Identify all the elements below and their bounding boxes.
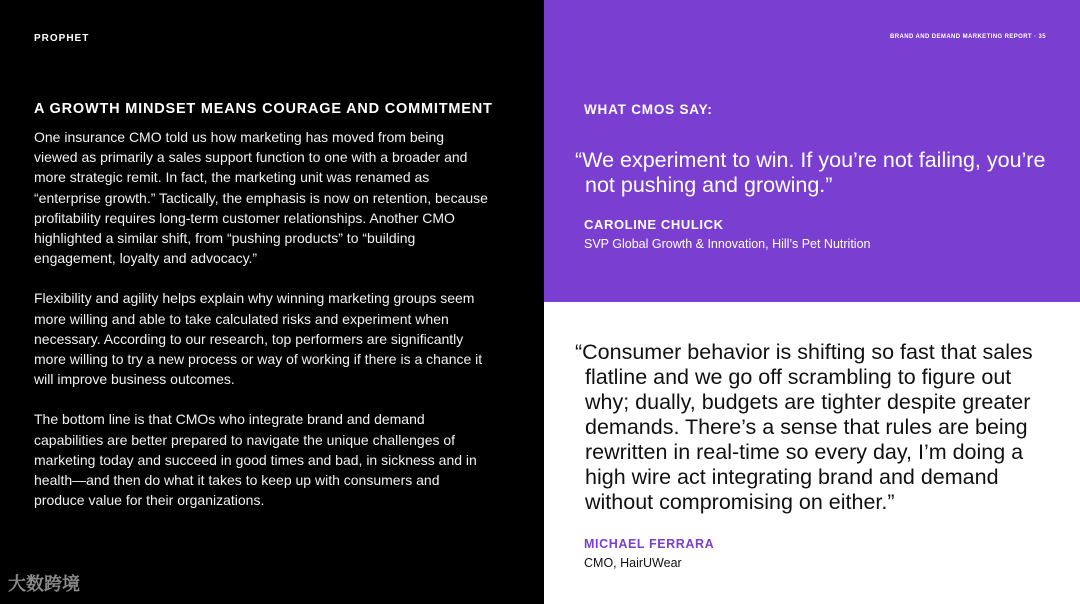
- brand-logo-text: PROPHET: [34, 33, 90, 44]
- quote-panel-white: [544, 302, 1080, 604]
- quote-text-1: “We experiment to win. If you’re not failing, you’re not pushing and growing.”: [575, 148, 1046, 197]
- quote-text-2: “Consumer behavior is shifting so fast that sales flatline and we go off scrambling to figure out why; dually, budgets are tighter despite greater demands. There’s a sense that rules are being rewritten in real-time so every day, I’m doing a high wire act integrating brand and demand without compromising on either.”: [575, 340, 1033, 514]
- paragraph-3: The bottom line is that CMOs who integrate brand and demand capabilities are better prepared to navigate the unique challenges of marketing today and succeed in good times and bad, in sickness and in health—and then do what it takes to keep up with consumers and produce value for their organizations.: [34, 411, 477, 509]
- body-text: [34, 127, 489, 530]
- quote-author-name-2: MICHAEL FERRARA: [584, 537, 715, 551]
- section-heading: A GROWTH MINDSET MEANS COURAGE AND COMMITMENT: [34, 101, 493, 117]
- paragraph-1: One insurance CMO told us how marketing has moved from being viewed as primarily a sales support function to one with a broader and more strategic remit. In fact, the marketing unit was renamed as “enterprise growth.” Tactically, the emphasis is now on retention, because profitability requires long-term customer relationships. Another CMO highlighted a similar shift, from “pushing products” to “building engagement, loyalty and advocacy.”: [34, 129, 488, 267]
- report-page-note: BRAND AND DEMAND MARKETING REPORT · 35: [890, 34, 1046, 40]
- quote-panel-purple: [544, 0, 1080, 302]
- what-cmos-say-label: WHAT CMOS SAY:: [584, 102, 713, 117]
- paragraph-2: Flexibility and agility helps explain why winning marketing groups seem more willing and able to take calculated risks and experiment when necessary. According to our research, top performers are significantly more willing to try a new process or way of working if there is a chance it will improve business outcomes.: [34, 290, 483, 388]
- quote-author-title-2: CMO, HairUWear: [584, 556, 682, 570]
- quote-author-name-1: CAROLINE CHULICK: [584, 217, 724, 232]
- quote-author-title-1: SVP Global Growth & Innovation, Hill’s Pet Nutrition: [584, 237, 871, 251]
- watermark: 大数跨境: [8, 574, 80, 594]
